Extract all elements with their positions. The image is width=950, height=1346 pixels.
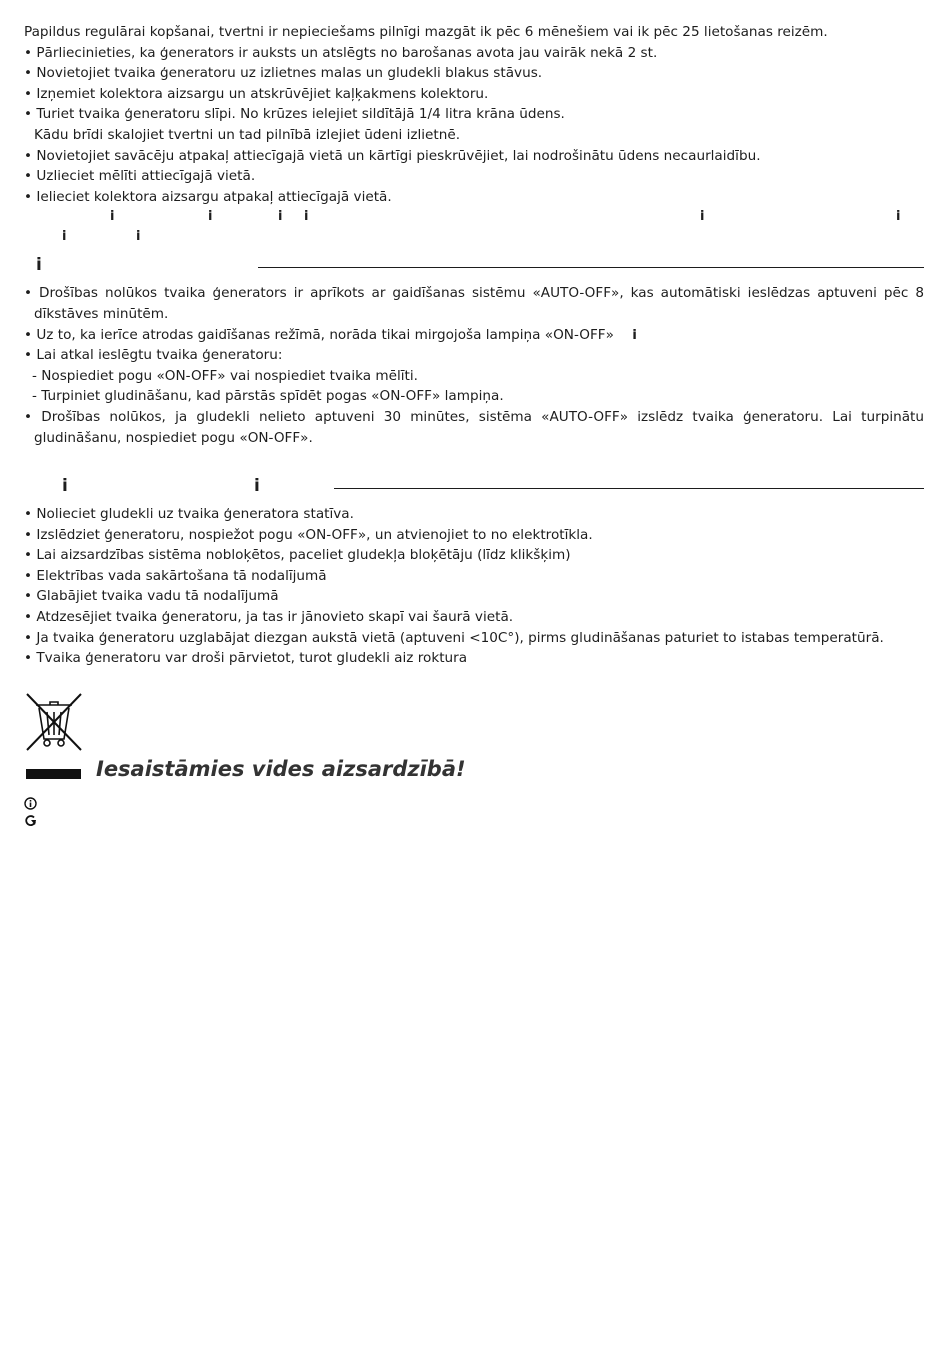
glyph-fragment: i	[896, 209, 901, 225]
glyph-fragment: i	[278, 209, 283, 225]
cleaning-intro: Papildus regulārai kopšanai, tvertni ir nepieciešams pilnīgi mazgāt ik pēc 6 mēnešiem vai ik pēc 25 lietošanas reizēm.	[24, 24, 828, 40]
environment-icons	[24, 797, 924, 827]
black-bar	[26, 769, 81, 779]
list-item: • Uzlieciet mēlīti attiecīgajā vietā.	[24, 168, 256, 185]
list-item: • Ielieciet kolektora aizsargu atpakaļ attiecīgajā vietā.	[24, 188, 392, 205]
list-item: • Atdzesējiet tvaika ģeneratoru, ja tas ir jānovieto skapī vai šaurā vietā.	[24, 609, 514, 626]
glyph-fragment: i	[110, 209, 115, 225]
list-item: • Drošības nolūkos, ja gludekli nelieto aptuveni 30 minūtes, sistēma «AUTO-OFF» izslēdz tvaika ģeneratoru. Lai turpinātu gludināšanu, nospiediet pogu «ON-OFF».	[24, 408, 924, 446]
glyph-fragment: i	[62, 229, 67, 245]
missing-glyph-row	[24, 207, 924, 227]
missing-glyph-row	[24, 227, 924, 247]
list-item: • Lai atkal ieslēgtu tvaika ģeneratoru:	[24, 347, 283, 364]
glyph-fragment: i	[304, 209, 309, 225]
crossed-out-bin-icon	[24, 691, 84, 753]
list-item: • Glabājiet tvaika vadu tā nodalījumā	[24, 588, 279, 605]
recycle-arrow-icon	[24, 814, 37, 827]
environment-title: Iesaistāmies vides aizsardzībā!	[96, 756, 466, 781]
glyph-fragment: i	[632, 326, 637, 343]
sub-list-item: - Turpiniet gludināšanu, kad pārstās spīdēt pogas «ON-OFF» lampiņa.	[32, 388, 504, 405]
list-item: • Pārliecinieties, ka ģenerators ir auksts un atslēgts no barošanas avota jau vairāk nekā 2 st.	[24, 44, 658, 61]
glyph-fragment: i	[136, 229, 141, 245]
section-heading-autooff	[24, 253, 924, 283]
sub-list-item: - Nospiediet pogu «ON-OFF» vai nospiediet tvaika mēlīti.	[32, 367, 418, 384]
list-item: • Ja tvaika ģeneratoru uzglabājat diezgan aukstā vietā (aptuveni <10C°), pirms gludināšanas paturiet to istabas temperatūrā.	[24, 629, 884, 646]
list-item: • Novietojiet tvaika ģeneratoru uz izlietnes malas un gludekli blakus stāvus.	[24, 65, 543, 82]
manual-page	[24, 22, 924, 827]
glyph-fragment: i	[700, 209, 705, 225]
heading-glyph: i	[254, 476, 260, 497]
heading-rule	[258, 267, 924, 268]
list-item: • Tvaika ģeneratoru var droši pārvietot, turot gludekli aiz roktura	[24, 650, 468, 667]
list-item: • Novietojiet savācēju atpakaļ attiecīgajā vietā un kārtīgi pieskrūvējiet, lai nodrošinātu ūdens necaurlaidību.	[24, 147, 761, 164]
list-item: • Drošības nolūkos tvaika ģenerators ir aprīkots ar gaidīšanas sistēmu «AUTO-OFF», kas automātiski ieslēdzas aptuveni pēc 8 dīkstāves minūtēm.	[24, 285, 924, 322]
heading-glyph: i	[62, 476, 68, 497]
list-item: • Elektrības vada sakārtošana tā nodalījumā	[24, 567, 327, 584]
environment-heading	[24, 757, 924, 791]
list-item: • Turiet tvaika ģeneratoru slīpi. No krūzes ielejiet sildītājā 1/4 litra krāna ūdens.	[24, 106, 565, 123]
list-item: • Izņemiet kolektora aizsargu un atskrūvējiet kaļķakmens kolektoru.	[24, 85, 489, 102]
list-item: • Nolieciet gludekli uz tvaika ģeneratora statīva.	[24, 506, 354, 523]
list-item: • Uz to, ka ierīce atrodas gaidīšanas režīmā, norāda tikai mirgojoša lampiņa «ON-OFF» i	[24, 326, 637, 343]
list-item: • Izslēdziet ģeneratoru, nospiežot pogu «ON-OFF», un atvienojiet to no elektrotīkla.	[24, 526, 593, 543]
info-circle-icon	[24, 797, 37, 810]
list-item-continuation: Kādu brīdi skalojiet tvertni un tad pilnībā izlejiet ūdeni izlietnē.	[34, 126, 461, 143]
list-item: • Lai aizsardzības sistēma nobloķētos, paceliet gludekļa bloķētāju (līdz klikšķim)	[24, 547, 571, 564]
heading-glyph: i	[36, 255, 42, 276]
section-heading-storage	[24, 474, 924, 504]
heading-rule	[334, 488, 924, 489]
glyph-fragment: i	[208, 209, 213, 225]
